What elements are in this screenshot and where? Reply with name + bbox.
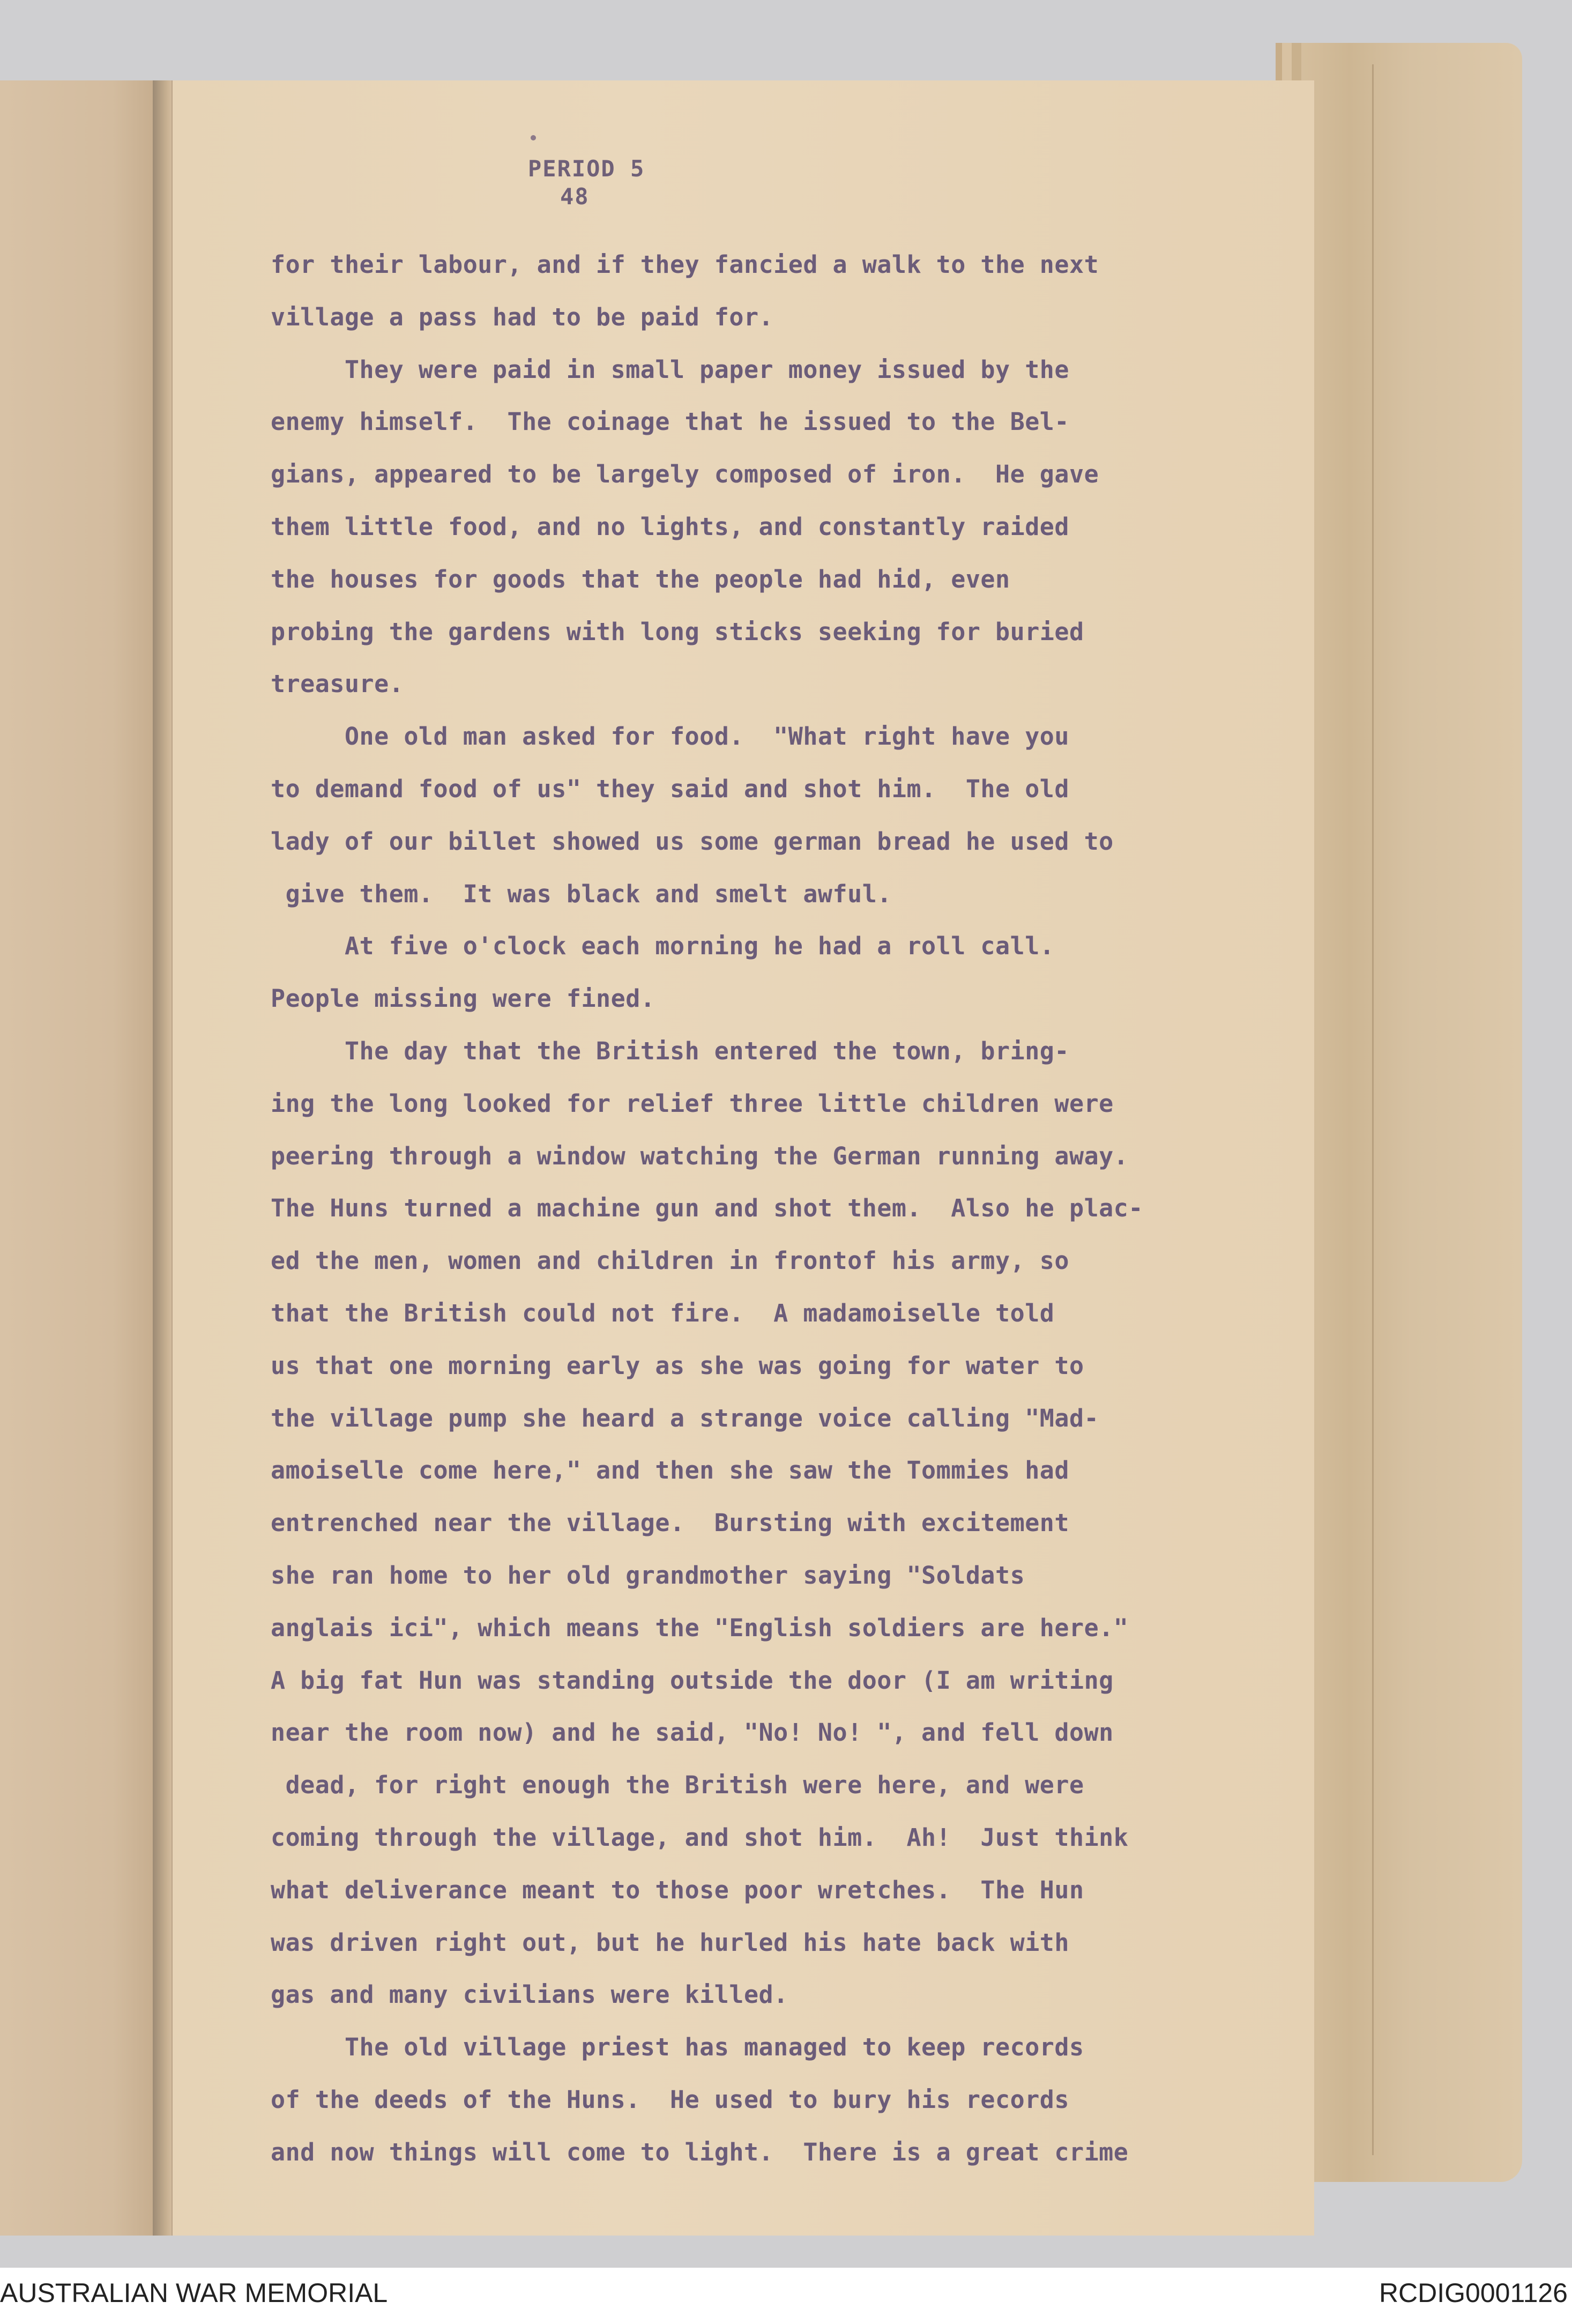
text-line: for their labour, and if they fancied a walk to the next [271,250,1099,279]
text-line: anglais ici", which means the "English soldiers are here." [271,1613,1129,1642]
text-line: gians, appeared to be largely composed of iron. He gave [271,460,1099,489]
text-line: ed the men, women and children in frontof his army, so [271,1246,1069,1275]
text-line: us that one morning early as she was going for water to [271,1351,1084,1380]
text-line: of the deeds of the Huns. He used to bury his records [271,2085,1069,2114]
text-line: The Huns turned a machine gun and shot them. Also he plac- [271,1194,1143,1223]
text-line: The old village priest has managed to keep records [271,2033,1084,2062]
text-line: lady of our billet showed us some german bread he used to [271,827,1114,856]
text-line: probing the gardens with long sticks seeking for buried [271,617,1084,646]
text-line: At five o'clock each morning he had a roll call. [271,932,1055,961]
text-line: and now things will come to light. There is a great crime [271,2137,1129,2166]
text-line: peering through a window watching the German running away. [271,1141,1129,1170]
paper-mark [531,135,536,140]
footer [0,2277,1572,2310]
footer-source: AUSTRALIAN WAR MEMORIAL [0,2278,388,2308]
text-line: them little food, and no lights, and constantly raided [271,512,1069,541]
text-line: coming through the village, and shot him. Ah! Just think [271,1823,1129,1852]
text-line: that the British could not fire. A madamoiselle told [271,1298,1055,1327]
text-line: The day that the British entered the town, bring- [271,1036,1069,1065]
text-line: ing the long looked for relief three little children were [271,1089,1114,1118]
text-line: gas and many civilians were killed. [271,1980,788,2009]
footer-id: RCDIG0001126 [1379,2278,1568,2308]
text-line: the houses for goods that the people had hid, even [271,565,1010,593]
text-line: she ran home to her old grandmother saying "Soldats [271,1561,1025,1590]
page-number: 48 [560,183,590,210]
text-line: enemy himself. The coinage that he issued to the Bel- [271,407,1069,436]
text-line: dead, for right enough the British were here, and were [271,1771,1084,1800]
text-line: give them. It was black and smelt awful. [271,879,892,908]
text-line: They were paid in small paper money issued by the [271,355,1069,384]
text-line: what deliverance meant to those poor wretches. The Hun [271,1875,1084,1904]
text-line: A big fat Hun was standing outside the door (I am writing [271,1666,1114,1695]
typed-text-body [271,239,1262,2178]
text-line: entrenched near the village. Bursting with excitement [271,1509,1069,1538]
text-line: the village pump she heard a strange voice calling "Mad- [271,1404,1099,1432]
text-line: was driven right out, but he hurled his hate back with [271,1928,1069,1957]
text-line: People missing were fined. [271,984,655,1013]
text-line: amoiselle come here," and then she saw the Tommies had [271,1456,1069,1485]
text-line: near the room now) and he said, "No! No! ", and fell down [271,1718,1114,1747]
text-line: One old man asked for food. "What right have you [271,722,1069,751]
left-page [0,80,162,2236]
period-label: PERIOD 5 [528,155,645,182]
text-line: treasure. [271,670,404,699]
text-line: village a pass had to be paid for. [271,302,774,331]
text-line: to demand food of us" they said and shot him. The old [271,774,1069,803]
page-stack-divider [1372,64,1524,2155]
